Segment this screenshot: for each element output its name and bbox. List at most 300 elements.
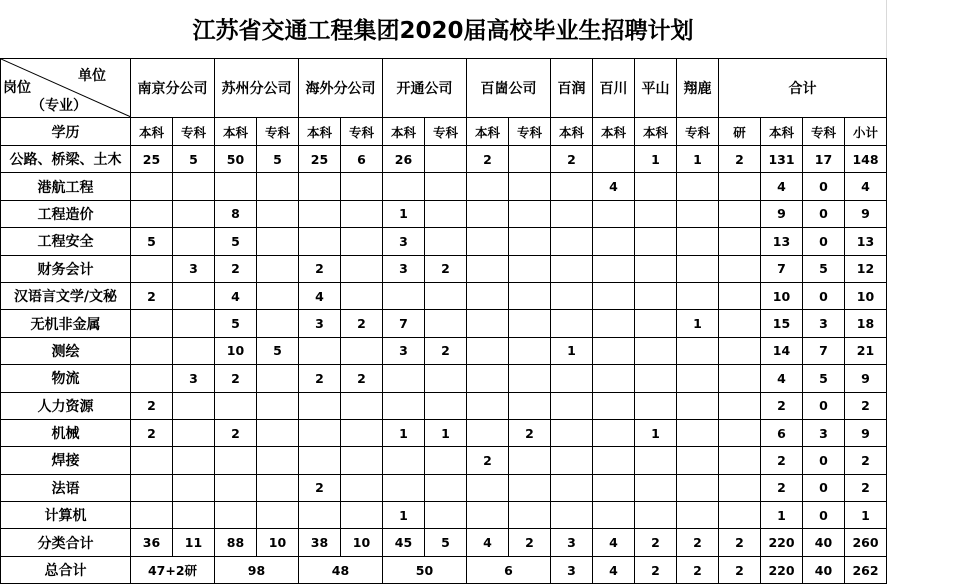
row-label: 汉语言文学/文秘 xyxy=(1,282,131,309)
total-cell: 98 xyxy=(215,556,299,583)
corner-major-label: （专业） xyxy=(31,98,87,114)
unit-total: 合计 xyxy=(719,59,887,118)
table-cell xyxy=(635,255,677,282)
table-cell xyxy=(593,146,635,173)
table-cell xyxy=(635,447,677,474)
table-cell xyxy=(593,228,635,255)
table-cell xyxy=(425,447,467,474)
table-cell xyxy=(173,447,215,474)
degree-college: 专科 xyxy=(677,118,719,146)
table-cell xyxy=(467,200,509,227)
table-cell: 2 xyxy=(467,146,509,173)
table-cell: 2 xyxy=(635,529,677,556)
table-cell: 1 xyxy=(845,502,887,529)
degree-college: 专科 xyxy=(803,118,845,146)
header-corner-cell xyxy=(1,59,131,118)
table-cell: 2 xyxy=(845,474,887,501)
table-cell xyxy=(215,502,257,529)
row-label: 分类合计 xyxy=(1,529,131,556)
table-cell: 15 xyxy=(761,310,803,337)
row-label: 财务会计 xyxy=(1,255,131,282)
table-cell: 5 xyxy=(257,146,299,173)
table-cell xyxy=(341,502,383,529)
table-row xyxy=(1,255,887,282)
row-label: 法语 xyxy=(1,474,131,501)
table-cell xyxy=(173,282,215,309)
table-cell: 1 xyxy=(383,419,425,446)
table-row xyxy=(1,310,887,337)
table-cell xyxy=(635,173,677,200)
total-cell: 2 xyxy=(677,556,719,583)
table-cell: 2 xyxy=(845,392,887,419)
table-cell: 2 xyxy=(341,365,383,392)
table-cell xyxy=(719,365,761,392)
table-cell: 3 xyxy=(173,365,215,392)
table-cell: 2 xyxy=(761,392,803,419)
table-cell xyxy=(131,502,173,529)
table-row xyxy=(1,419,887,446)
table-cell: 5 xyxy=(173,146,215,173)
table-cell xyxy=(551,474,593,501)
table-cell xyxy=(425,282,467,309)
table-cell: 1 xyxy=(761,502,803,529)
table-cell xyxy=(509,282,551,309)
degree-bachelor: 本科 xyxy=(635,118,677,146)
table-cell: 21 xyxy=(845,337,887,364)
table-cell: 18 xyxy=(845,310,887,337)
table-cell xyxy=(131,200,173,227)
table-cell: 5 xyxy=(215,228,257,255)
table-cell xyxy=(173,310,215,337)
table-cell: 38 xyxy=(299,529,341,556)
table-cell: 148 xyxy=(845,146,887,173)
total-cell: 47+2研 xyxy=(131,556,215,583)
table-cell: 25 xyxy=(131,146,173,173)
row-label: 计算机 xyxy=(1,502,131,529)
table-cell xyxy=(551,173,593,200)
table-cell xyxy=(719,392,761,419)
table-cell: 6 xyxy=(341,146,383,173)
table-row xyxy=(1,474,887,501)
total-cell: 3 xyxy=(551,556,593,583)
table-cell xyxy=(635,228,677,255)
table-cell xyxy=(299,337,341,364)
degree-header-row xyxy=(1,118,887,146)
table-cell xyxy=(467,337,509,364)
table-cell xyxy=(509,310,551,337)
table-cell: 1 xyxy=(383,200,425,227)
unit-baigu: 百崮公司 xyxy=(467,59,551,118)
table-cell xyxy=(677,365,719,392)
table-cell xyxy=(257,365,299,392)
total-cell: 2 xyxy=(719,556,761,583)
table-cell xyxy=(467,392,509,419)
table-cell xyxy=(677,392,719,419)
degree-bachelor: 本科 xyxy=(593,118,635,146)
row-label: 测绘 xyxy=(1,337,131,364)
unit-pingshan: 平山 xyxy=(635,59,677,118)
table-cell xyxy=(509,255,551,282)
table-cell xyxy=(719,228,761,255)
table-cell xyxy=(593,502,635,529)
table-cell: 5 xyxy=(257,337,299,364)
table-cell xyxy=(131,255,173,282)
table-cell xyxy=(215,173,257,200)
table-cell xyxy=(467,365,509,392)
table-cell xyxy=(299,447,341,474)
degree-bachelor: 本科 xyxy=(131,118,173,146)
table-cell xyxy=(425,228,467,255)
table-cell xyxy=(551,419,593,446)
table-row xyxy=(1,447,887,474)
table-cell xyxy=(593,337,635,364)
table-cell xyxy=(299,392,341,419)
table-cell: 3 xyxy=(803,310,845,337)
table-cell xyxy=(425,146,467,173)
row-label: 机械 xyxy=(1,419,131,446)
table-cell: 45 xyxy=(383,529,425,556)
table-cell: 4 xyxy=(299,282,341,309)
table-cell: 13 xyxy=(761,228,803,255)
table-cell xyxy=(677,255,719,282)
total-cell: 2 xyxy=(635,556,677,583)
table-cell xyxy=(383,392,425,419)
table-cell: 0 xyxy=(803,173,845,200)
page-title: 江苏省交通工程集团2020届高校毕业生招聘计划 xyxy=(0,0,887,58)
table-cell xyxy=(677,228,719,255)
table-cell: 3 xyxy=(299,310,341,337)
table-cell xyxy=(425,365,467,392)
table-cell xyxy=(677,173,719,200)
table-row xyxy=(1,228,887,255)
table-cell: 2 xyxy=(131,282,173,309)
table-cell xyxy=(635,310,677,337)
table-cell: 36 xyxy=(131,529,173,556)
unit-bairun: 百润 xyxy=(551,59,593,118)
table-cell xyxy=(551,310,593,337)
table-row xyxy=(1,392,887,419)
table-cell: 1 xyxy=(635,146,677,173)
table-cell xyxy=(551,255,593,282)
table-cell xyxy=(173,200,215,227)
degree-college: 专科 xyxy=(509,118,551,146)
table-cell xyxy=(467,419,509,446)
table-cell: 9 xyxy=(845,200,887,227)
table-cell: 2 xyxy=(551,146,593,173)
table-cell xyxy=(257,447,299,474)
table-cell: 1 xyxy=(677,146,719,173)
table-cell: 10 xyxy=(845,282,887,309)
table-cell: 7 xyxy=(383,310,425,337)
table-cell xyxy=(719,282,761,309)
table-cell: 10 xyxy=(257,529,299,556)
table-cell xyxy=(173,502,215,529)
table-cell xyxy=(719,255,761,282)
table-cell: 40 xyxy=(803,529,845,556)
table-cell: 1 xyxy=(677,310,719,337)
table-cell xyxy=(383,365,425,392)
table-cell: 2 xyxy=(467,447,509,474)
table-cell xyxy=(173,419,215,446)
degree-bachelor: 本科 xyxy=(551,118,593,146)
table-cell: 5 xyxy=(215,310,257,337)
table-cell xyxy=(425,200,467,227)
table-cell xyxy=(257,282,299,309)
recruitment-table xyxy=(0,58,887,584)
table-cell xyxy=(509,146,551,173)
table-cell: 0 xyxy=(803,502,845,529)
table-cell xyxy=(257,173,299,200)
table-cell: 2 xyxy=(425,337,467,364)
table-cell xyxy=(383,282,425,309)
table-cell xyxy=(425,474,467,501)
table-cell: 5 xyxy=(803,255,845,282)
table-cell xyxy=(593,365,635,392)
unit-kaitong: 开通公司 xyxy=(383,59,467,118)
table-cell: 9 xyxy=(761,200,803,227)
table-cell: 0 xyxy=(803,228,845,255)
table-cell: 2 xyxy=(131,419,173,446)
table-cell xyxy=(509,173,551,200)
table-cell xyxy=(719,474,761,501)
table-cell: 13 xyxy=(845,228,887,255)
table-cell xyxy=(341,228,383,255)
table-cell: 14 xyxy=(761,337,803,364)
table-cell xyxy=(341,447,383,474)
table-cell xyxy=(215,474,257,501)
table-row xyxy=(1,337,887,364)
table-cell xyxy=(593,392,635,419)
table-cell: 12 xyxy=(845,255,887,282)
table-cell: 8 xyxy=(215,200,257,227)
table-cell: 3 xyxy=(551,529,593,556)
table-cell xyxy=(509,502,551,529)
table-cell xyxy=(719,502,761,529)
table-row xyxy=(1,502,887,529)
table-cell xyxy=(341,337,383,364)
table-cell xyxy=(299,419,341,446)
row-label: 港航工程 xyxy=(1,173,131,200)
degree-bachelor: 本科 xyxy=(215,118,257,146)
table-cell xyxy=(341,173,383,200)
table-cell xyxy=(383,173,425,200)
table-cell xyxy=(257,310,299,337)
table-cell: 4 xyxy=(593,173,635,200)
degree-bachelor: 本科 xyxy=(299,118,341,146)
table-cell xyxy=(509,365,551,392)
table-cell xyxy=(551,200,593,227)
table-cell: 2 xyxy=(215,365,257,392)
table-cell xyxy=(299,502,341,529)
table-cell xyxy=(593,474,635,501)
table-cell xyxy=(257,502,299,529)
table-cell xyxy=(383,474,425,501)
unit-nanjing: 南京分公司 xyxy=(131,59,215,118)
table-cell xyxy=(509,200,551,227)
table-cell xyxy=(551,282,593,309)
table-cell xyxy=(131,310,173,337)
table-cell xyxy=(509,228,551,255)
table-cell xyxy=(677,337,719,364)
total-cell: 220 xyxy=(761,556,803,583)
table-cell: 2 xyxy=(299,255,341,282)
degree-college: 专科 xyxy=(425,118,467,146)
table-cell: 4 xyxy=(215,282,257,309)
table-cell: 2 xyxy=(425,255,467,282)
table-cell xyxy=(551,447,593,474)
table-cell xyxy=(257,255,299,282)
table-row xyxy=(1,282,887,309)
table-cell: 2 xyxy=(509,529,551,556)
table-cell xyxy=(551,392,593,419)
table-cell: 2 xyxy=(299,474,341,501)
row-label: 总合计 xyxy=(1,556,131,583)
table-cell: 3 xyxy=(803,419,845,446)
table-cell xyxy=(593,255,635,282)
table-row xyxy=(1,529,887,556)
table-cell: 2 xyxy=(131,392,173,419)
table-cell xyxy=(131,337,173,364)
table-cell xyxy=(131,365,173,392)
table-cell xyxy=(299,173,341,200)
degree-bachelor: 本科 xyxy=(467,118,509,146)
table-cell: 10 xyxy=(341,529,383,556)
total-cell: 4 xyxy=(593,556,635,583)
table-cell xyxy=(635,365,677,392)
table-cell: 11 xyxy=(173,529,215,556)
table-cell: 10 xyxy=(761,282,803,309)
table-cell xyxy=(131,447,173,474)
total-cell: 6 xyxy=(467,556,551,583)
table-cell: 3 xyxy=(173,255,215,282)
degree-college: 专科 xyxy=(341,118,383,146)
table-cell: 4 xyxy=(761,173,803,200)
table-cell xyxy=(635,502,677,529)
table-cell xyxy=(425,173,467,200)
table-cell: 2 xyxy=(719,529,761,556)
table-cell: 2 xyxy=(677,529,719,556)
table-cell xyxy=(425,310,467,337)
table-cell: 2 xyxy=(341,310,383,337)
table-cell xyxy=(635,474,677,501)
grand-total-row xyxy=(1,556,887,583)
table-cell xyxy=(425,502,467,529)
table-cell xyxy=(173,474,215,501)
unit-suzhou: 苏州分公司 xyxy=(215,59,299,118)
table-cell xyxy=(257,419,299,446)
table-cell xyxy=(131,474,173,501)
table-cell: 25 xyxy=(299,146,341,173)
table-cell xyxy=(173,173,215,200)
table-cell: 5 xyxy=(425,529,467,556)
table-cell: 2 xyxy=(761,474,803,501)
table-cell xyxy=(593,282,635,309)
degree-bachelor: 本科 xyxy=(761,118,803,146)
table-cell xyxy=(341,474,383,501)
table-cell xyxy=(551,502,593,529)
table-row xyxy=(1,365,887,392)
row-label: 物流 xyxy=(1,365,131,392)
table-cell: 0 xyxy=(803,200,845,227)
table-cell xyxy=(299,200,341,227)
table-cell xyxy=(635,282,677,309)
table-cell: 50 xyxy=(215,146,257,173)
corner-unit-label: 单位 xyxy=(78,68,106,84)
table-cell: 2 xyxy=(215,255,257,282)
row-label: 工程造价 xyxy=(1,200,131,227)
table-cell xyxy=(509,392,551,419)
table-cell: 17 xyxy=(803,146,845,173)
table-cell xyxy=(341,255,383,282)
table-cell xyxy=(299,228,341,255)
table-row xyxy=(1,200,887,227)
table-cell xyxy=(677,447,719,474)
row-label: 焊接 xyxy=(1,447,131,474)
total-cell: 48 xyxy=(299,556,383,583)
table-cell: 0 xyxy=(803,282,845,309)
table-cell xyxy=(677,502,719,529)
table-row xyxy=(1,173,887,200)
table-cell xyxy=(215,447,257,474)
row-label: 人力资源 xyxy=(1,392,131,419)
table-cell: 2 xyxy=(761,447,803,474)
table-cell xyxy=(719,200,761,227)
total-cell: 50 xyxy=(383,556,467,583)
table-cell xyxy=(677,200,719,227)
table-cell: 131 xyxy=(761,146,803,173)
table-cell xyxy=(593,310,635,337)
table-cell xyxy=(257,228,299,255)
table-cell: 2 xyxy=(509,419,551,446)
table-cell: 0 xyxy=(803,447,845,474)
table-cell: 0 xyxy=(803,392,845,419)
table-cell: 0 xyxy=(803,474,845,501)
table-cell: 7 xyxy=(761,255,803,282)
table-cell: 4 xyxy=(593,529,635,556)
table-cell xyxy=(131,173,173,200)
table-cell xyxy=(467,310,509,337)
table-cell xyxy=(719,173,761,200)
table-cell xyxy=(593,200,635,227)
table-cell xyxy=(341,392,383,419)
row-label: 公路、桥梁、土木 xyxy=(1,146,131,173)
table-cell xyxy=(635,337,677,364)
degree-college: 专科 xyxy=(257,118,299,146)
unit-xianglu: 翔鹿 xyxy=(677,59,719,118)
table-cell xyxy=(509,337,551,364)
table-cell xyxy=(341,419,383,446)
table-cell: 4 xyxy=(761,365,803,392)
table-cell xyxy=(677,419,719,446)
row-label: 工程安全 xyxy=(1,228,131,255)
table-cell xyxy=(173,392,215,419)
total-cell: 262 xyxy=(845,556,887,583)
table-cell: 220 xyxy=(761,529,803,556)
table-row xyxy=(1,146,887,173)
degree-bachelor: 本科 xyxy=(383,118,425,146)
table-cell: 5 xyxy=(131,228,173,255)
table-cell xyxy=(593,419,635,446)
table-cell xyxy=(509,447,551,474)
table-cell xyxy=(719,337,761,364)
table-cell: 26 xyxy=(383,146,425,173)
table-cell xyxy=(551,365,593,392)
table-cell: 2 xyxy=(719,146,761,173)
degree-master: 研 xyxy=(719,118,761,146)
table-cell: 260 xyxy=(845,529,887,556)
table-cell xyxy=(257,392,299,419)
table-cell: 10 xyxy=(215,337,257,364)
